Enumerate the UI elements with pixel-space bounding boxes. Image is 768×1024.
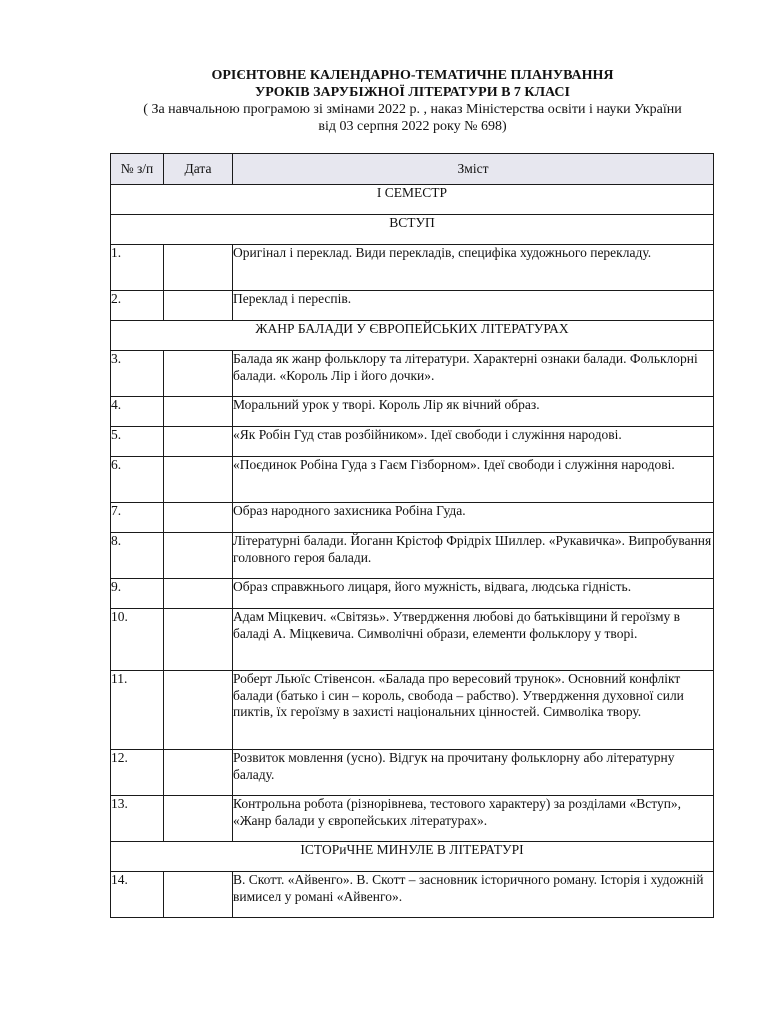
column-header-date: Дата	[164, 154, 233, 185]
lesson-content: В. Скотт. «Айвенго». В. Скотт – засновник історичного роману. Історія і художній вимисел у романі «Айвенго».	[233, 872, 714, 918]
lesson-number: 7.	[111, 503, 164, 533]
lesson-date	[164, 533, 233, 579]
document-header	[100, 67, 725, 135]
table-row	[111, 427, 714, 457]
section-row-ballad	[111, 321, 714, 351]
lesson-date	[164, 397, 233, 427]
lesson-date	[164, 245, 233, 291]
lesson-number: 9.	[111, 579, 164, 609]
lesson-number: 12.	[111, 750, 164, 796]
table-row	[111, 397, 714, 427]
lesson-number: 11.	[111, 671, 164, 750]
table-row	[111, 579, 714, 609]
lesson-date	[164, 291, 233, 321]
lesson-date	[164, 351, 233, 397]
lesson-content: Розвиток мовлення (усно). Відгук на прочитану фольклорну або літературну баладу.	[233, 750, 714, 796]
semester-row	[111, 185, 714, 215]
lesson-content: Роберт Льюїс Стівенсон. «Балада про вересовий трунок». Основний конфлікт балади (батько і син – король, свобода – рабство). Утвердження духовної сили пиктів, їх героїзму в захисті національних цінностей. Символіка твору.	[233, 671, 714, 750]
lesson-number: 14.	[111, 872, 164, 918]
lesson-number: 5.	[111, 427, 164, 457]
lesson-date	[164, 457, 233, 503]
lesson-plan-table	[110, 153, 714, 918]
lesson-date	[164, 872, 233, 918]
table-row	[111, 245, 714, 291]
section-row-intro	[111, 215, 714, 245]
lesson-content: «Поєдинок Робіна Гуда з Гаєм Гізборном». Ідеї свободи і служіння народові.	[233, 457, 714, 503]
table-row	[111, 503, 714, 533]
lesson-number: 6.	[111, 457, 164, 503]
lesson-content: Переклад і переспів.	[233, 291, 714, 321]
lesson-date	[164, 750, 233, 796]
table-header-row	[111, 154, 714, 185]
document-title-line-2: УРОКІВ ЗАРУБІЖНОЇ ЛІТЕРАТУРИ В 7 КЛАСІ	[255, 85, 570, 100]
lesson-number: 2.	[111, 291, 164, 321]
table-row	[111, 671, 714, 750]
lesson-number: 1.	[111, 245, 164, 291]
lesson-content: Контрольна робота (різнорівнева, тестового характеру) за розділами «Вступ», «Жанр балади у європейських літературах».	[233, 796, 714, 842]
table-row	[111, 609, 714, 671]
lesson-content: Образ справжнього лицаря, його мужність, відвага, людська гідність.	[233, 579, 714, 609]
lesson-content: Образ народного захисника Робіна Гуда.	[233, 503, 714, 533]
lesson-content: «Як Робін Гуд став розбійником». Ідеї свободи і служіння народові.	[233, 427, 714, 457]
semester-heading: І СЕМЕСТР	[111, 185, 714, 215]
document-subtitle-line-2: від 03 серпня 2022 року № 698)	[318, 119, 507, 134]
column-header-content: Зміст	[233, 154, 714, 185]
lesson-number: 10.	[111, 609, 164, 671]
lesson-number: 4.	[111, 397, 164, 427]
table-row	[111, 351, 714, 397]
column-header-number: № з/п	[111, 154, 164, 185]
section-heading-history: ІСТОРиЧНЕ МИНУЛЕ В ЛІТЕРАТУРІ	[111, 842, 714, 872]
lesson-content: Моральний урок у творі. Король Лір як вічний образ.	[233, 397, 714, 427]
lesson-date	[164, 503, 233, 533]
lesson-content: Оригінал і переклад. Види перекладів, специфіка художнього перекладу.	[233, 245, 714, 291]
lesson-date	[164, 609, 233, 671]
table-row	[111, 291, 714, 321]
lesson-number: 3.	[111, 351, 164, 397]
table-row	[111, 872, 714, 918]
section-row-history	[111, 842, 714, 872]
table-row	[111, 796, 714, 842]
table-row	[111, 457, 714, 503]
table-row	[111, 533, 714, 579]
section-heading-ballad: ЖАНР БАЛАДИ У ЄВРОПЕЙСЬКИХ ЛІТЕРАТУРАХ	[111, 321, 714, 351]
lesson-content: Літературні балади. Йоганн Крістоф Фрідріх Шиллер. «Рукавичка». Випробування головного героя балади.	[233, 533, 714, 579]
lesson-number: 8.	[111, 533, 164, 579]
section-heading-intro: ВСТУП	[111, 215, 714, 245]
lesson-date	[164, 427, 233, 457]
table-row	[111, 750, 714, 796]
lesson-date	[164, 796, 233, 842]
lesson-content: Адам Міцкевич. «Світязь». Утвердження любові до батьківщини й героїзму в баладі А. Міцкевича. Символічні образи, елементи фольклору у творі.	[233, 609, 714, 671]
lesson-number: 13.	[111, 796, 164, 842]
lesson-date	[164, 671, 233, 750]
document-subtitle-line-1: ( За навчальною програмою зі змінами 2022 р. , наказ Міністерства освіти і науки України	[143, 102, 682, 117]
lesson-content: Балада як жанр фольклору та літератури. Характерні ознаки балади. Фольклорні балади. «Король Лір і його дочки».	[233, 351, 714, 397]
document-title-line-1: ОРІЄНТОВНЕ КАЛЕНДАРНО-ТЕМАТИЧНЕ ПЛАНУВАННЯ	[211, 68, 614, 83]
lesson-date	[164, 579, 233, 609]
